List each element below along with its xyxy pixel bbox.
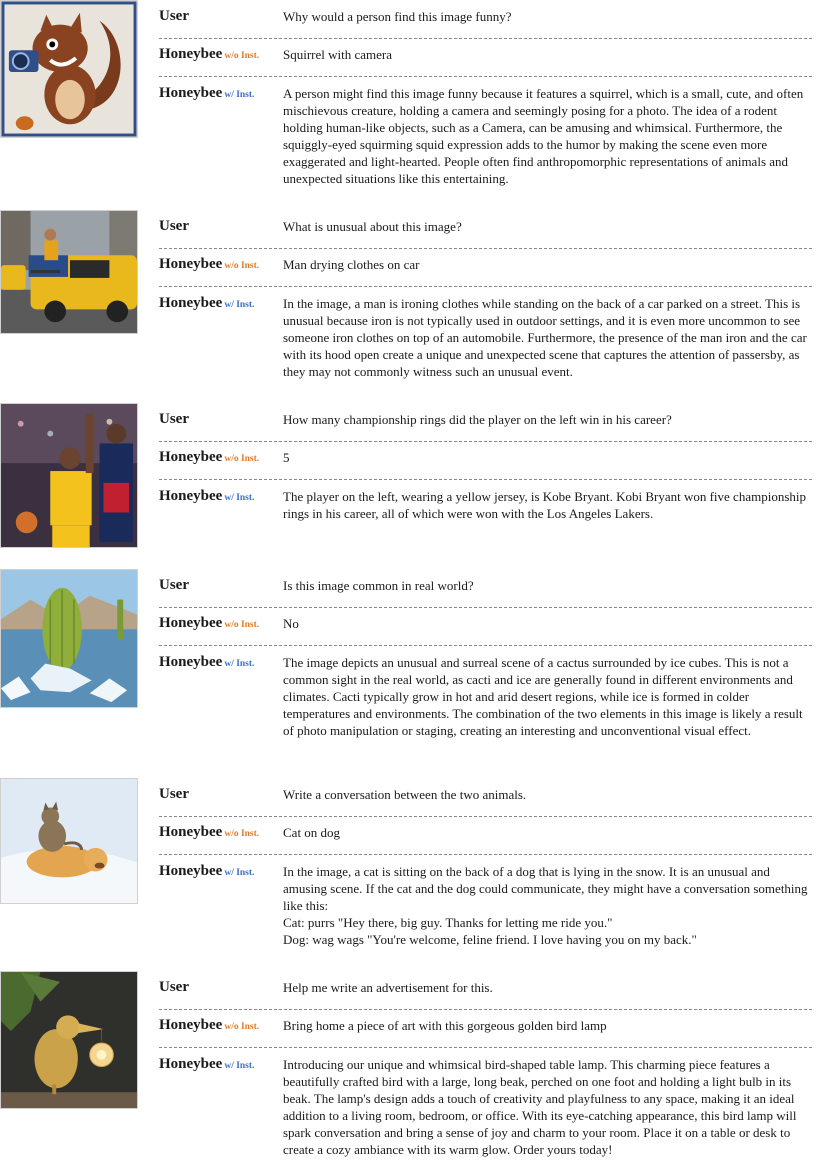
model-label — [159, 449, 259, 468]
model-label — [159, 488, 254, 507]
user-message: Is this image common in real world? — [283, 578, 474, 593]
model-label — [159, 1017, 259, 1036]
model-name: Honeybee — [159, 1017, 223, 1033]
model-label — [159, 615, 259, 634]
model-message-w-inst: The image depicts an unusual and surreal scene of a cactus surrounded by ice cubes. This is not a common sight in the real world, as cacti and ice are generally found in different environments and climates. Cacti typically grow in hot and arid desert regions, while ice is formed in colder temperatures and environments. The combination of the two elements in this image is likely a result of photo manipulation or staging, creating an interesting and unconventional visual effect. — [283, 655, 806, 738]
model-message-wo-inst: No — [283, 616, 299, 631]
user-turn — [159, 577, 812, 608]
model-label — [159, 1056, 254, 1075]
user-message: Write a conversation between the two animals. — [283, 787, 527, 802]
user-label: User — [159, 218, 189, 234]
model-message-wo-inst: 5 — [283, 450, 290, 465]
model-message-w-inst: In the image, a man is ironing clothes while standing on the back of a car parked on a street. This is unusual because iron is not typically used in outdoor settings, and it is even more uncommon to see someone iron clothes on top of an automobile. Furthermore, the presence of the man iron and the car with its hood open create a unique and unexpected scene that captures the attention of passersby, as they may not commonly witness such an unusual event. — [283, 296, 811, 379]
user-turn — [159, 411, 812, 442]
model-turn-w-inst — [159, 488, 812, 528]
w-inst-tag: w/ Inst. — [224, 90, 255, 100]
model-message-w-inst: A person might find this image funny because it features a squirrel, which is a small, cute, and often mischievous creature, holding a camera and seemingly posing for a photo. The idea of a rodent holding human-like objects, such as a Camera, can be amusing and whimsical. Furthermore, the squiggly-eyed squirming squid expression adds to the humor by making the scene even more exaggerated and light-hearted. People often find anthropomorphic representations of animals and unexpected situations like this entertaining. — [283, 86, 807, 186]
model-turn-w-inst — [159, 654, 812, 758]
user-turn — [159, 979, 812, 1010]
w-inst-tag: w/ Inst. — [224, 300, 255, 310]
user-message: How many championship rings did the player on the left win in his career? — [283, 412, 672, 427]
model-message-wo-inst: Man drying clothes on car — [283, 257, 420, 272]
model-message-w-inst: Introducing our unique and whimsical bird-shaped table lamp. This charming piece features a beautifully crafted bird with a large, long beak, perched on one foot and holding a light bulb in its beak. The lamp's design adds a touch of creativity and playfulness to any space, making it an ideal addition to a living room, bedroom, or office. With its eye-catching appearance, this bird lamp will spark conversation and bring a sense of joy and charm to your room. Place it on a table or desk to create a cozy ambiance with its warm glow. Order yours today! — [283, 1057, 800, 1157]
user-message: Why would a person find this image funny? — [283, 9, 512, 24]
model-turn-w-inst — [159, 295, 812, 385]
cactus-on-ice-image — [0, 569, 138, 708]
model-turn-wo-inst — [159, 615, 812, 646]
golden-bird-lamp-photo — [0, 971, 138, 1109]
model-message-w-inst: In the image, a cat is sitting on the back of a dog that is lying in the snow. It is an unusual and amusing scene. If the cat and the dog could communicate, they might have a conversation something like this: Cat: purrs "Hey there, big guy. Thanks for letting me ride you." Dog: wag wags "You're welcome, feline friend. I love having you on my back." — [283, 864, 808, 947]
model-turn-w-inst — [159, 85, 812, 187]
model-label — [159, 863, 254, 882]
w-inst-tag: w/ Inst. — [224, 868, 255, 878]
model-message-wo-inst: Squirrel with camera — [283, 47, 393, 62]
w-inst-tag: w/ Inst. — [224, 1061, 255, 1071]
model-label — [159, 295, 254, 314]
model-name: Honeybee — [159, 256, 223, 272]
user-label: User — [159, 411, 189, 427]
model-name: Honeybee — [159, 1056, 223, 1072]
model-message-w-inst: The player on the left, wearing a yellow jersey, is Kobe Bryant. Kobi Bryant won five championship rings in his career, all of which were won with the Los Angeles Lakers. — [283, 489, 810, 521]
model-name: Honeybee — [159, 615, 223, 631]
model-turn-wo-inst — [159, 824, 812, 855]
model-name: Honeybee — [159, 46, 223, 62]
model-label — [159, 85, 254, 104]
user-message: What is unusual about this image? — [283, 219, 462, 234]
model-message-wo-inst: Bring home a piece of art with this gorgeous golden bird lamp — [283, 1018, 607, 1033]
man-ironing-on-taxi-photo — [0, 210, 138, 334]
model-name: Honeybee — [159, 488, 223, 504]
model-name: Honeybee — [159, 654, 223, 670]
model-label — [159, 654, 254, 673]
user-turn — [159, 786, 812, 817]
model-name: Honeybee — [159, 449, 223, 465]
w-inst-tag: w/ Inst. — [224, 493, 255, 503]
cat-on-dog-snow-photo — [0, 778, 138, 904]
model-name: Honeybee — [159, 863, 223, 879]
model-turn-wo-inst — [159, 46, 812, 77]
user-label: User — [159, 979, 189, 995]
wo-inst-tag: w/o Inst. — [224, 261, 260, 271]
user-label: User — [159, 786, 189, 802]
user-turn — [159, 8, 812, 39]
wo-inst-tag: w/o Inst. — [224, 829, 260, 839]
model-turn-wo-inst — [159, 1017, 812, 1048]
user-label: User — [159, 8, 189, 24]
model-turn-w-inst — [159, 1056, 812, 1160]
model-turn-w-inst — [159, 863, 812, 953]
model-name: Honeybee — [159, 85, 223, 101]
wo-inst-tag: w/o Inst. — [224, 454, 260, 464]
model-message-wo-inst: Cat on dog — [283, 825, 341, 840]
squirrel-camera-illustration — [0, 0, 138, 138]
basketball-players-photo — [0, 403, 138, 548]
model-turn-wo-inst — [159, 256, 812, 287]
model-label — [159, 46, 259, 65]
user-turn — [159, 218, 812, 249]
model-name: Honeybee — [159, 295, 223, 311]
w-inst-tag: w/ Inst. — [224, 659, 255, 669]
model-label — [159, 256, 259, 275]
user-message: Help me write an advertisement for this. — [283, 980, 493, 995]
wo-inst-tag: w/o Inst. — [224, 1022, 260, 1032]
wo-inst-tag: w/o Inst. — [224, 51, 260, 61]
wo-inst-tag: w/o Inst. — [224, 620, 260, 630]
model-name: Honeybee — [159, 824, 223, 840]
model-label — [159, 824, 259, 843]
user-label: User — [159, 577, 189, 593]
model-turn-wo-inst — [159, 449, 812, 480]
